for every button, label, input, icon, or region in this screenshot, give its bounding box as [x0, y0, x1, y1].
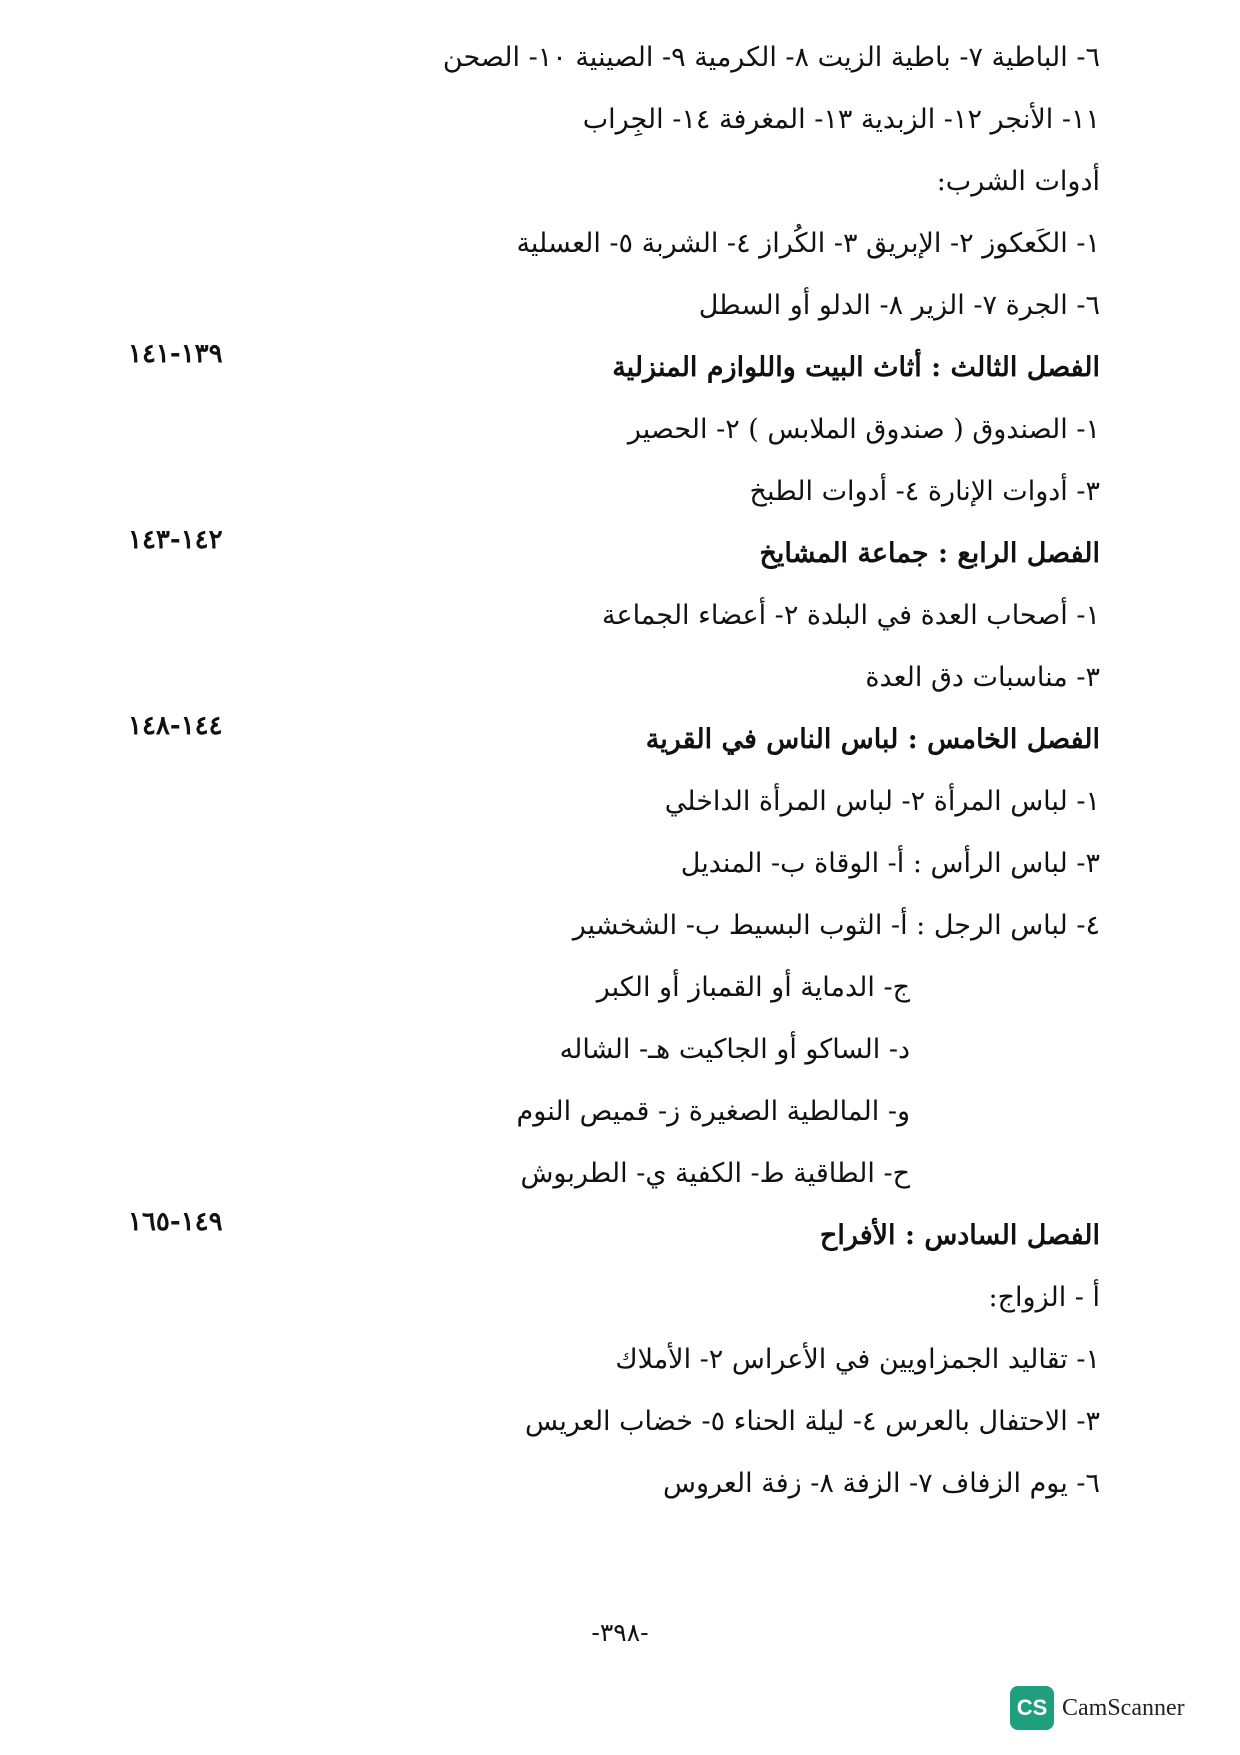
page-range: ١٤٩-١٦٥ [128, 1207, 223, 1237]
camscanner-label: CamScanner [1062, 1694, 1185, 1721]
list-line: ٦- يوم الزفاف ٧- الزفة ٨- زفة العروس [662, 1468, 1100, 1499]
list-line: د- الساكو أو الجاكيت هـ- الشاله [559, 1034, 910, 1065]
subheading: أ - الزواج: [988, 1282, 1100, 1313]
list-line: ٣- مناسبات دق العدة [865, 662, 1100, 693]
list-line: ٤- لباس الرجل : أ- الثوب البسيط ب- الشخشير [572, 910, 1100, 941]
page-range: ١٤٢-١٤٣ [128, 525, 223, 555]
list-line: ح- الطاقية ط- الكفية ي- الطربوش [520, 1158, 910, 1189]
list-line: ١- أصحاب العدة في البلدة ٢- أعضاء الجماعة [601, 600, 1100, 631]
list-line: ١- تقاليد الجمزاويين في الأعراس ٢- الأملاك [615, 1344, 1100, 1375]
chapter-heading: الفصل الخامس : لباس الناس في القرية [645, 724, 1100, 755]
chapter-heading: الفصل الرابع : جماعة المشايخ [759, 538, 1100, 569]
list-line: ١- لباس المرأة ٢- لباس المرأة الداخلي [664, 786, 1100, 817]
list-line: ٦- الجرة ٧- الزير ٨- الدلو أو السطل [698, 290, 1100, 321]
list-line: ١١- الأنجر ١٢- الزبدية ١٣- المغرفة ١٤- الجِراب [582, 104, 1100, 135]
chapter-heading: الفصل الثالث : أثاث البيت واللوازم المنزلية [612, 352, 1100, 383]
list-line: ٣- الاحتفال بالعرس ٤- ليلة الحناء ٥- خضاب العريس [524, 1406, 1100, 1437]
page-range: ١٤٤-١٤٨ [128, 711, 223, 741]
list-line: ٣- لباس الرأس : أ- الوقاة ب- المنديل [680, 848, 1100, 879]
camscanner-watermark [1010, 1686, 1185, 1730]
page-number: -٣٩٨- [591, 1618, 649, 1647]
list-line: و- المالطية الصغيرة ز- قميص النوم [516, 1096, 910, 1127]
subheading: أدوات الشرب: [936, 166, 1100, 197]
list-line: ٦- الباطية ٧- باطية الزيت ٨- الكرمية ٩- الصينية ١٠- الصحن [442, 42, 1100, 73]
list-line: ٣- أدوات الإنارة ٤- أدوات الطبخ [749, 476, 1100, 507]
chapter-heading: الفصل السادس : الأفراح [819, 1220, 1100, 1251]
list-line: ج- الدماية أو القمباز أو الكبر [596, 972, 910, 1003]
list-line: ١- الصندوق ( صندوق الملابس ) ٢- الحصير [627, 414, 1100, 445]
page-range: ١٣٩-١٤١ [128, 339, 223, 369]
camscanner-logo-icon: CS [1010, 1686, 1054, 1730]
list-line: ١- الكَعكوز ٢- الإبريق ٣- الكُراز ٤- الشربة ٥- العسلية [516, 228, 1100, 259]
